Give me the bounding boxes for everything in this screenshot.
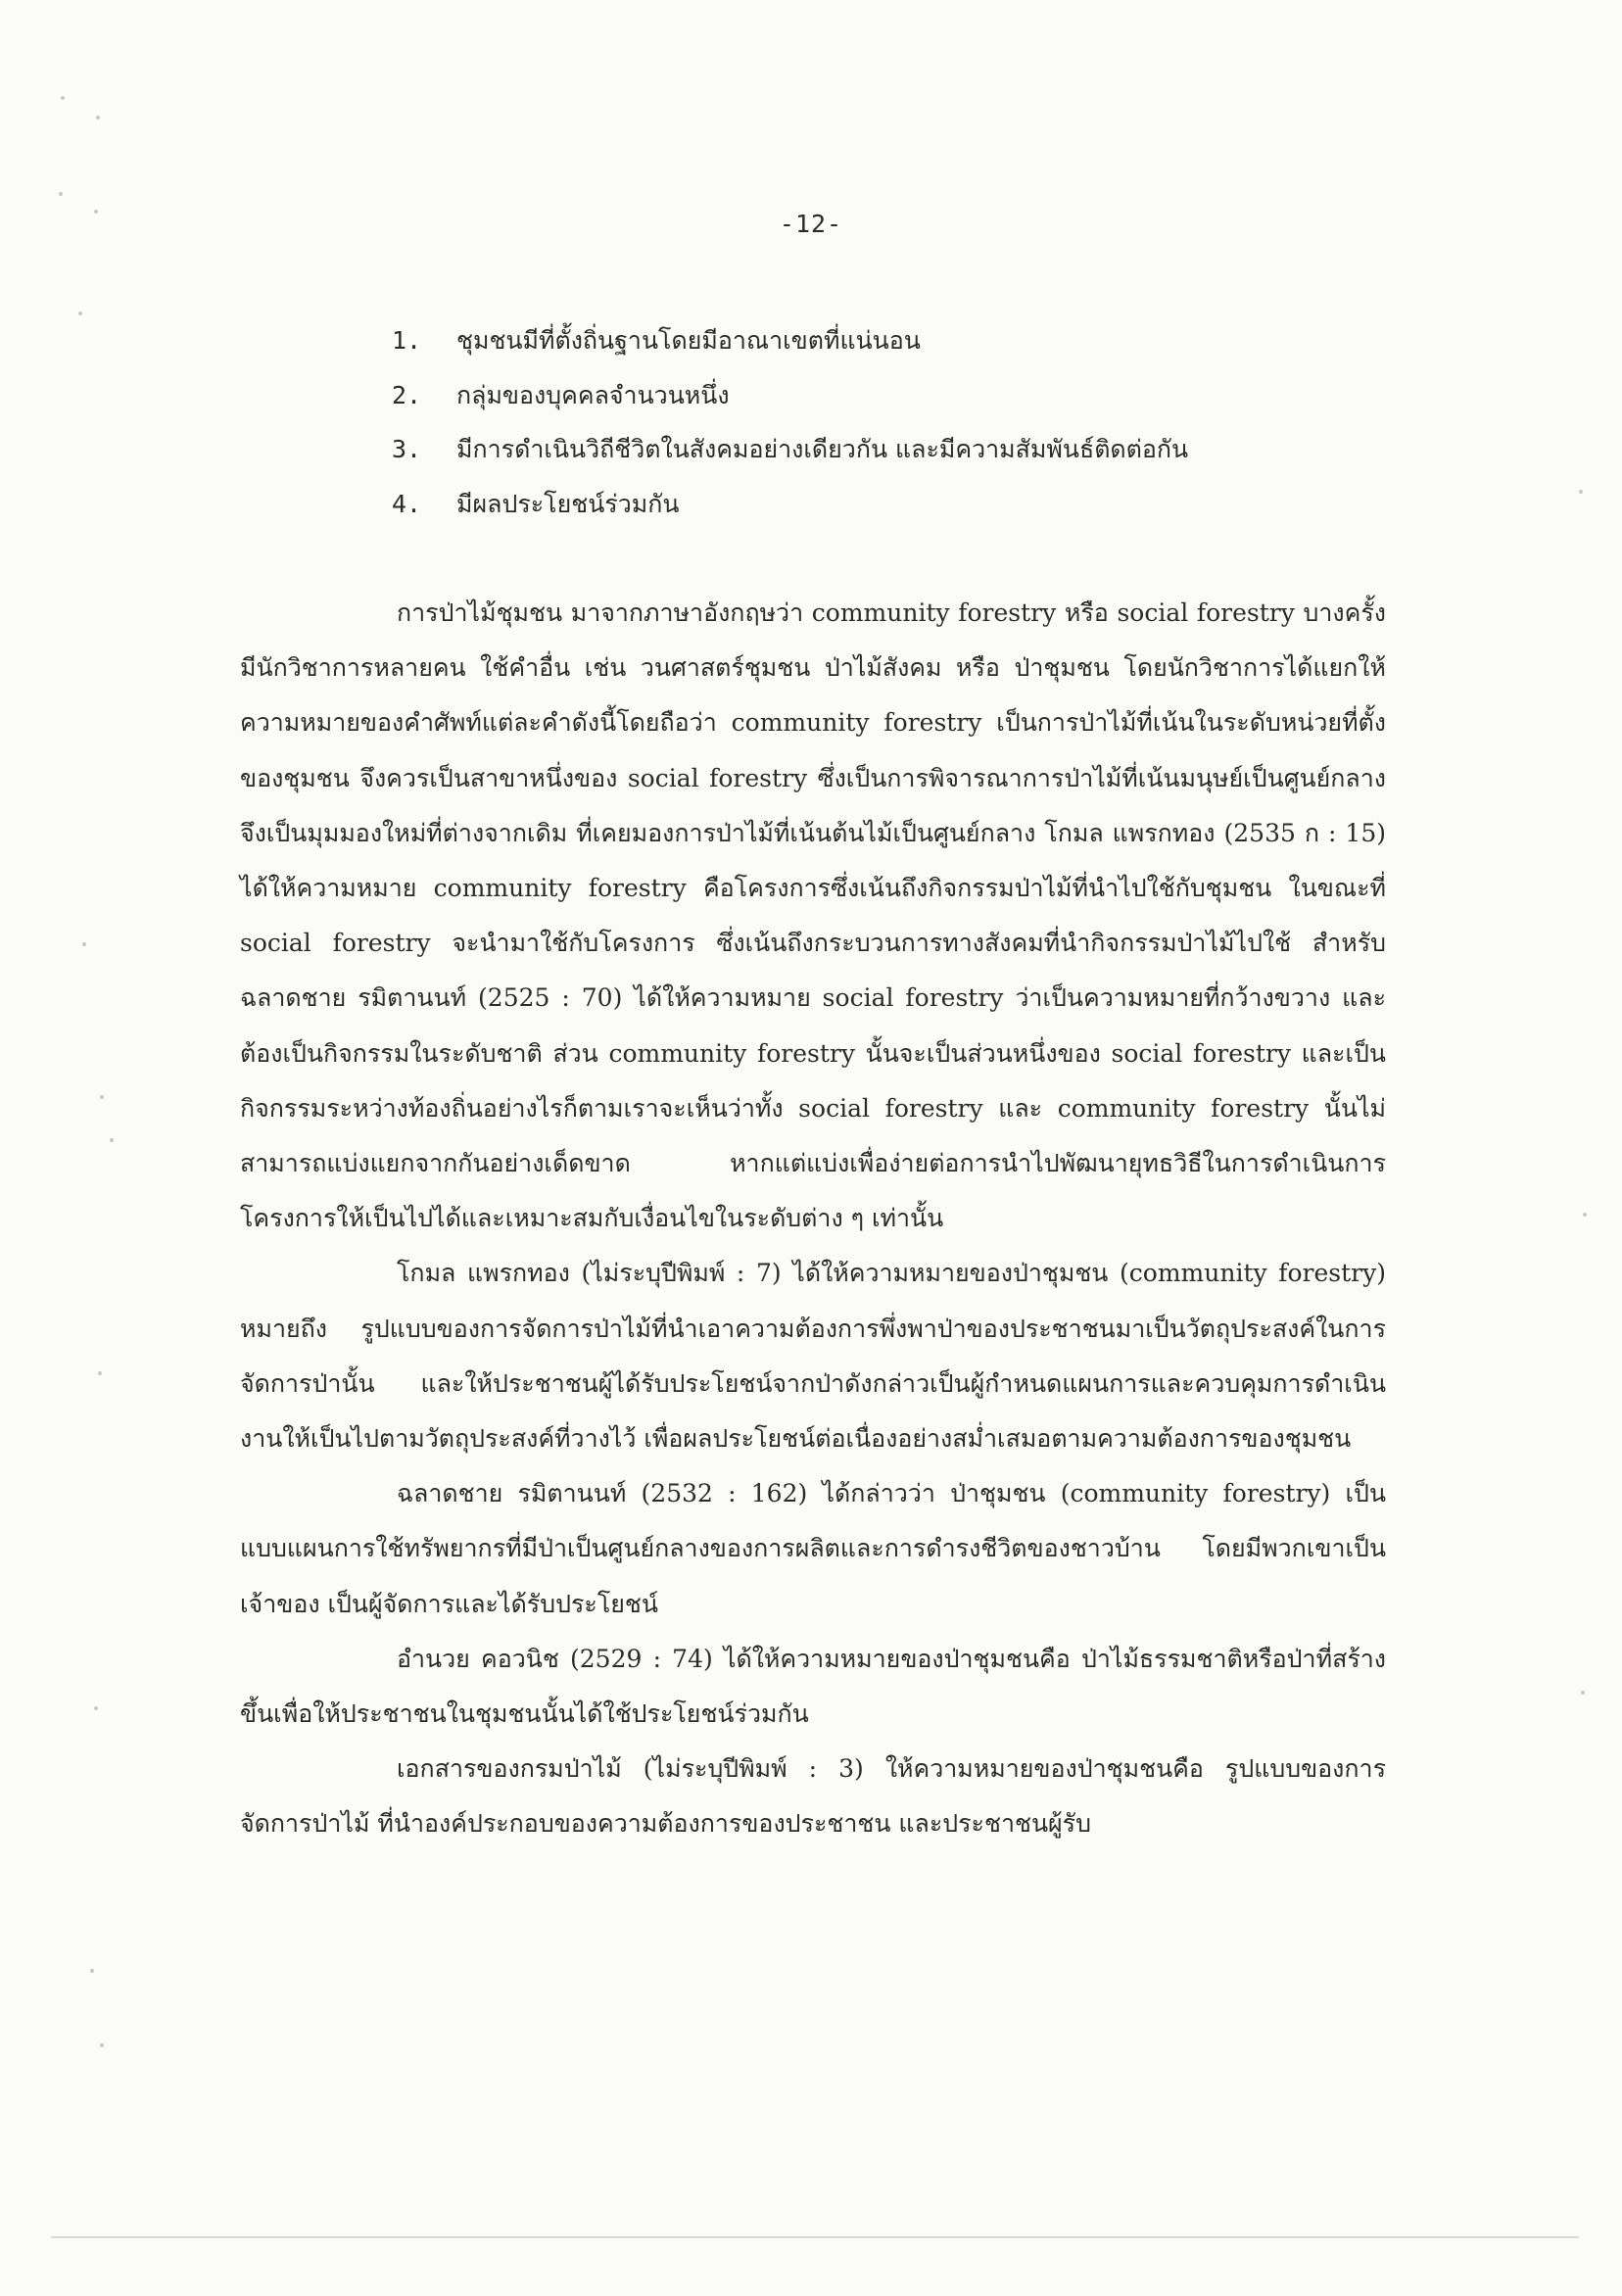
scan-speck — [96, 116, 100, 120]
list-item-number: 1. — [392, 326, 422, 355]
scan-speck — [1581, 1691, 1585, 1695]
scan-speck — [78, 311, 82, 315]
list-item — [392, 483, 1188, 538]
list-item-number: 3. — [392, 435, 422, 463]
scan-speck — [82, 942, 86, 946]
list-item-text: มีผลประโยชน์ร่วมกัน — [456, 489, 680, 518]
list-item — [392, 428, 1188, 483]
scan-bottom-edge — [51, 2236, 1579, 2238]
scan-speck — [98, 1371, 102, 1375]
paragraph-komol-definition: โกมล แพรกทอง (ไม่ระบุปีพิมพ์ : 7) ได้ให้ความหมายของป่าชุมชน (community forestry) หมายถึง รูปแบบของการจัดการป่าไม้ที่นำเอาความต้องการพึ่งพาป่าของประชาชนมาเป็นวัตถุประสงค์ในการจัดการป่านั้น และให้ประชาชนผู้ได้รับประโยชน์จากป่าดังกล่าวเป็นผู้กำหนดแผนการและควบคุมการดำเนินงานให้เป็นไปตามวัตถุประสงค์ที่วางไว้ เพื่อผลประโยชน์ต่อเนื่องอย่างสม่ำเสมอตามความต้องการของชุมชน — [240, 1259, 1386, 1454]
scan-speck — [94, 1706, 98, 1710]
body-text — [240, 586, 1386, 1852]
scan-speck — [100, 1095, 104, 1099]
list-item — [392, 319, 1188, 374]
page-number: -12- — [779, 210, 843, 238]
list-item-number: 4. — [392, 489, 422, 518]
list-item-number: 2. — [392, 380, 422, 409]
scan-speck — [1579, 490, 1583, 494]
scan-speck — [94, 210, 98, 214]
list-item-text: กลุ่มของบุคคลจำนวนหนึ่ง — [456, 380, 730, 409]
scan-speck — [90, 1969, 94, 1973]
paragraph-chalardchai-definition: ฉลาดชาย รมิตานนท์ (2532 : 162) ได้กล่าวว่า ป่าชุมชน (community forestry) เป็นแบบแผนการใช้ทรัพยากรที่มีป่าเป็นศูนย์กลางของการผลิตและการดำรงชีวิตของชาวบ้าน โดยมีพวกเขาเป็นเจ้าของ เป็นผู้จัดการและได้รับประโยชน์ — [240, 1479, 1386, 1618]
scan-speck — [100, 2043, 104, 2047]
paragraph-forestry-department-definition: เอกสารของกรมป่าไม้ (ไม่ระบุปีพิมพ์ : 3) ให้ความหมายของป่าชุมชนคือ รูปแบบของการจัดการป่าไม้ ที่นำองค์ประกอบของความต้องการของประชาชน และประชาชนผู้รับ — [240, 1754, 1386, 1839]
list-item — [392, 374, 1188, 429]
scan-speck — [59, 192, 63, 196]
paragraph-community-forestry-definition: การป่าไม้ชุมชน มาจากภาษาอังกฤษว่า community forestry หรือ social forestry บางครั้งมีนักวิชาการหลายคน ใช้คำอื่น เช่น วนศาสตร์ชุมชน ป่าไม้สังคม หรือ ป่าชุมชน โดยนักวิชาการได้แยกให้ความหมายของคำศัพท์แต่ละคำดังนี้โดยถือว่า community forestry เป็นการป่าไม้ที่เน้นในระดับหน่วยที่ตั้งของชุมชน จึงควรเป็นสาขาหนึ่งของ social forestry ซึ่งเป็นการพิจารณาการป่าไม้ที่เน้นมนุษย์เป็นศูนย์กลางจึงเป็นมุมมองใหม่ที่ต่างจากเดิม ที่เคยมองการป่าไม้ที่เน้นต้นไม้เป็นศูนย์กลาง โกมล แพรกทอง (2535 ก : 15) ได้ให้ความหมาย community forestry คือโครงการซึ่งเน้นถึงกิจกรรมป่าไม้ที่นำไปใช้กับชุมชน ในขณะที่ social forestry จะนำมาใช้กับโครงการ ซึ่งเน้นถึงกระบวนการทางสังคมที่นำกิจกรรมป่าไม้ไปใช้ สำหรับ ฉลาดชาย รมิตานนท์ (2525 : 70) ได้ให้ความหมาย social forestry ว่าเป็นความหมายที่กว้างขวาง และต้องเป็นกิจกรรมในระดับชาติ ส่วน community forestry นั้นจะเป็นส่วนหนึ่งของ social forestry และเป็นกิจกรรมระหว่างท้องถิ่นอย่างไรก็ตามเราจะเห็นว่าทั้ง social forestry และ community forestry นั้นไม่สามารถแบ่งแยกจากกันอย่างเด็ดขาด หากแต่แบ่งเพื่อง่ายต่อการนำไปพัฒนายุทธวิธีในการดำเนินการ โครงการให้เป็นไปได้และเหมาะสมกับเงื่อนไขในระดับต่าง ๆ เท่านั้น — [240, 598, 1386, 1233]
numbered-list — [392, 319, 1188, 537]
list-item-text: มีการดำเนินวิถีชีวิตในสังคมอย่างเดียวกัน และมีความสัมพันธ์ติดต่อกัน — [456, 435, 1189, 463]
scan-speck — [61, 96, 65, 100]
list-item-text: ชุมชนมีที่ตั้งถิ่นฐานโดยมีอาณาเขตที่แน่นอน — [456, 326, 921, 355]
paragraph-amnuay-definition: อำนวย คอวนิช (2529 : 74) ได้ให้ความหมายของป่าชุมชนคือ ป่าไม้ธรรมชาติหรือป่าที่สร้างขึ้นเพื่อให้ประชาชนในชุมชนนั้นได้ใช้ประโยชน์ร่วมกัน — [240, 1644, 1386, 1729]
scan-speck — [1583, 1213, 1587, 1217]
scan-speck — [110, 1138, 114, 1142]
